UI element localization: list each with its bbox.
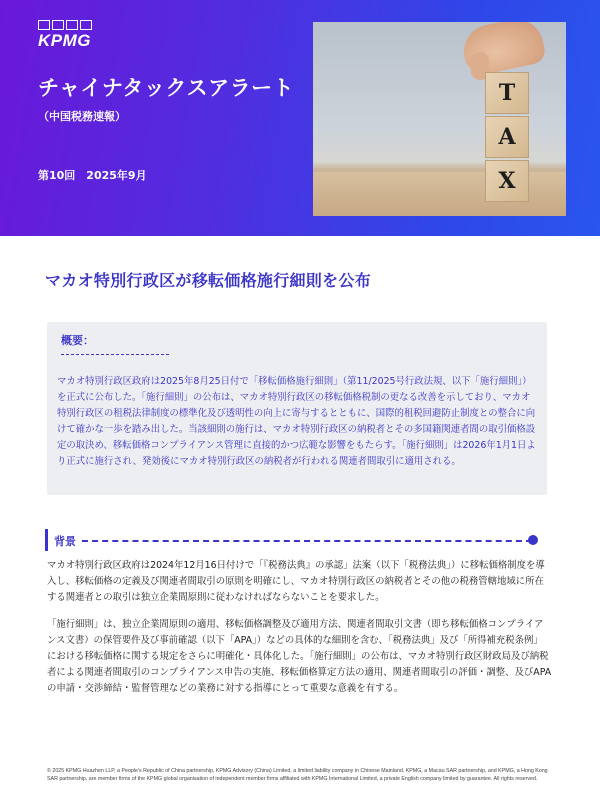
publication-title: チャイナタックスアラート bbox=[38, 76, 295, 100]
tax-blocks-photo bbox=[313, 22, 566, 216]
header-banner bbox=[0, 0, 600, 236]
logo-boxes bbox=[38, 20, 102, 30]
section-end-dot bbox=[528, 535, 538, 545]
summary-title: 概要： bbox=[61, 334, 94, 347]
summary-box bbox=[47, 322, 547, 495]
cube-x: X bbox=[485, 160, 529, 202]
logo-wordmark: KPMG bbox=[38, 31, 91, 50]
section-title-background: 背景 bbox=[54, 535, 76, 548]
section-marker-bar bbox=[45, 529, 48, 551]
cube-t: T bbox=[485, 72, 529, 114]
publication-subtitle: （中国税務速報） bbox=[38, 110, 126, 123]
section-dashed-rule bbox=[82, 540, 532, 542]
copyright-footer: © 2025 KPMG Huazhen LLP, a People's Republic of China partnership, KPMG Advisory (China) Limited, a limited liability company in Chinese Mainland, KPMG, a Macau SAR partnership, and KPMG, a Hong Kong SAR partnership, are member firms of the KPMG global organisation of independent member firms affiliated with KPMG International Limited, a private English company limited by guarantee. All rights reserved. bbox=[47, 768, 548, 782]
summary-divider bbox=[61, 354, 169, 355]
kpmg-logo bbox=[38, 20, 102, 50]
summary-text: マカオ特別行政区政府は2025年8月25日付で「移転価格施行細則」（第11/2025号行政法規、以下「施行細則」）を正式に公布した。「施行細則」の公布は、マカオ特別行政区の移転価格税制の更なる改善を示しており、マカオ特別行政区の租税法律制度の標準化及び透明性の向上に寄与するとともに、国際的租税回避防止制度との整合に向けて確かな一歩を踏み出した。当該細則の施行は、マカオ特別行政区の納税者とその多国籍関連者間の取引価格設定の取決め、移転価格コンプライアンス管理に直接的かつ広範な影響をもたらす。「施行細則」は2026年1月1日より正式に施行され、発効後にマカオ特別行政区の納税者が行われる関連者間取引に適用される。 bbox=[57, 376, 536, 467]
background-paragraph-2: 「施行細則」は、独立企業間原則の適用、移転価格調整及び適用方法、関連者間取引文書（即ち移転価格コンプライアンス文書）の保管要件及び事前確認（以下「APA」）などの具体的な細則を含む、「税務法典」及び「所得補充税条例」における移転価格に関する規定をさらに明確化・具体化した。「施行細則」の公布は、マカオ特別行政区財政局及び納税者による関連者間取引のコンプライアンス申告の実施、移転価格算定方法の適用、関連者間取引の評価・調整、及びAPAの申請・交渉締結・監督管理などの業務に対する指導にとって重要な意義を有する。 bbox=[47, 619, 552, 694]
background-paragraph-1: マカオ特別行政区政府は2024年12月16日付けで「『税務法典』の承認」法案（以下「税務法典」）に移転価格制度を導入し、移転価格の定義及び関連者間取引の原則を明確にし、マカオ特別行政区の納税者とその他の税務管轄地域に所在する関連者との取引は独立企業間原則に従わなければならないことを要求した。 bbox=[47, 560, 545, 603]
cube-a: A bbox=[485, 116, 529, 158]
issue-info: 第10回 2025年9月 bbox=[38, 169, 147, 182]
article-heading: マカオ特別行政区が移転価格施行細則を公布 bbox=[45, 271, 372, 290]
